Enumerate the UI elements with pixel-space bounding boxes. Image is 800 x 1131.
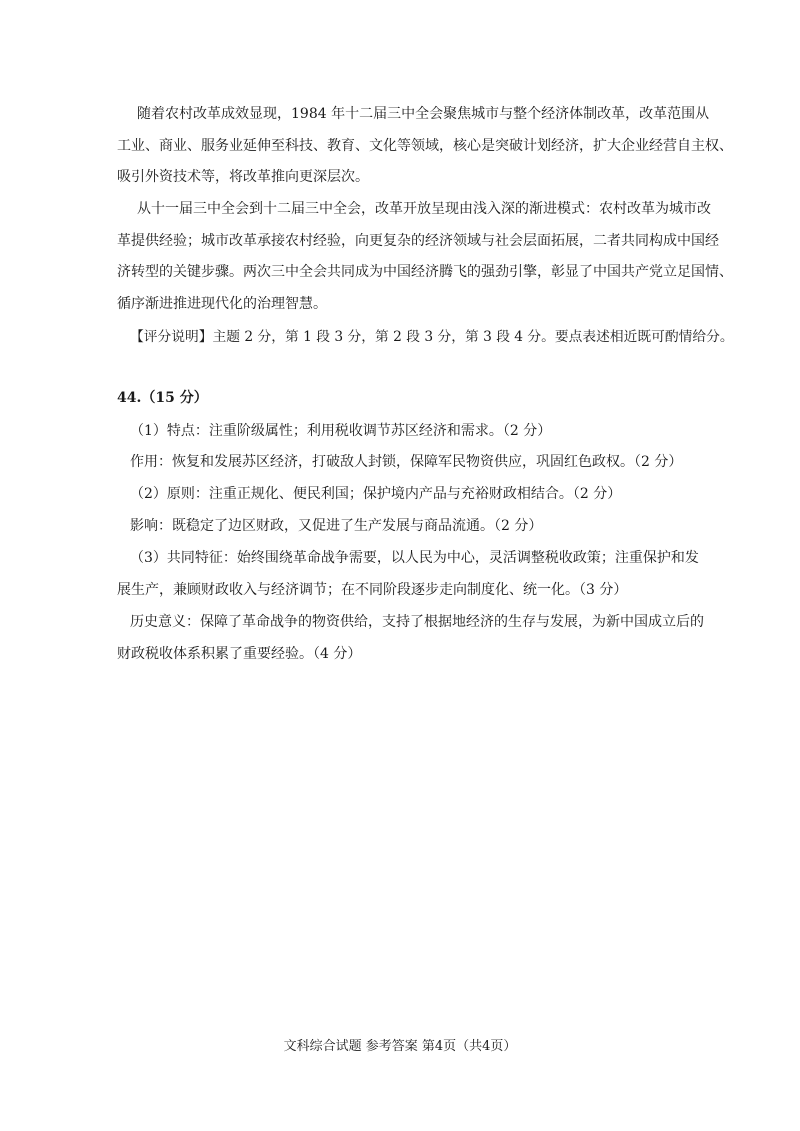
paragraph-2-line-2: 革提供经验；城市改革承接农村经验，向更复杂的经济领域与社会层面拓展，二者共同构成中国经	[117, 233, 719, 249]
q44-part-3-significance-line-2: 财政税收体系积累了重要经验。（4 分）	[117, 646, 362, 662]
paragraph-2-line-4: 循序渐进推进现代化的治理智慧。	[117, 296, 327, 312]
paragraph-1-line-1: 随着农村改革成效显现，1984 年十二届三中全会聚焦城市与整个经济体制改革，改革范围从	[137, 106, 710, 122]
q44-part-1-features: （1）特点：注重阶级属性；利用税收调节苏区经济和需求。（2 分）	[130, 423, 552, 439]
paragraph-2-line-3: 济转型的关键步骤。两次三中全会共同成为中国经济腾飞的强劲引擎，彰显了中国共产党立足国情、	[117, 264, 733, 280]
question-44-heading: 44.（15 分）	[117, 390, 208, 406]
scoring-note: 【评分说明】主题 2 分，第 1 段 3 分，第 2 段 3 分，第 3 段 4 分。要点表述相近既可酌情给分。	[130, 329, 734, 345]
paragraph-1-line-2: 工业、商业、服务业延伸至科技、教育、文化等领域，核心是突破计划经济，扩大企业经营自主权、	[117, 138, 733, 154]
q44-part-1-effects: 作用：恢复和发展苏区经济，打破敌人封锁，保障军民物资供应，巩固红色政权。（2 分）	[130, 454, 683, 470]
q44-part-3-common-features-line-2: 展生产，兼顾财政收入与经济调节；在不同阶段逐步走向制度化、统一化。（3 分）	[117, 582, 628, 598]
page-footer: 文科综合试题 参考答案 第4页（共4页）	[283, 1039, 517, 1054]
q44-part-3-significance-line-1: 历史意义：保障了革命战争的物资供给，支持了根据地经济的生存与发展，为新中国成立后的	[130, 614, 704, 630]
paragraph-1-line-3: 吸引外资技术等，将改革推向更深层次。	[117, 169, 369, 185]
paragraph-2-line-1: 从十一届三中全会到十二届三中全会，改革开放呈现由浅入深的渐进模式：农村改革为城市改	[137, 201, 711, 217]
q44-part-3-common-features-line-1: （3）共同特征：始终围绕革命战争需要，以人民为中心，灵活调整税收政策；注重保护和发	[130, 550, 699, 566]
q44-part-2-principles: （2）原则：注重正规化、便民利国；保护境内产品与充裕财政相结合。（2 分）	[130, 486, 622, 502]
q44-part-2-impact: 影响：既稳定了边区财政，又促进了生产发展与商品流通。（2 分）	[130, 518, 543, 534]
